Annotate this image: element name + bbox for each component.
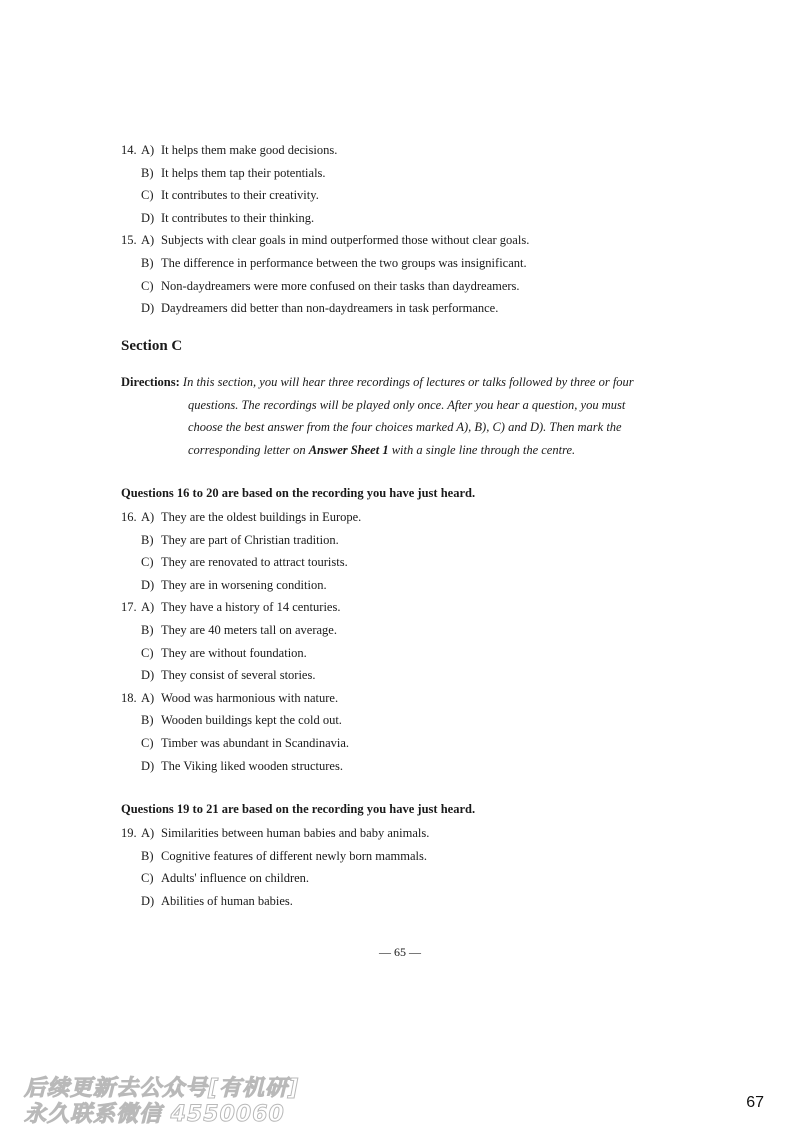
- option-letter: C): [141, 555, 154, 570]
- option-line: [121, 596, 721, 619]
- option-text: It helps them tap their potentials.: [161, 165, 326, 180]
- option-line: [121, 139, 721, 162]
- option-letter: D): [141, 577, 155, 592]
- question-group-heading: Questions 16 to 20 are based on the recording you have just heard.: [121, 486, 476, 500]
- option-line: [121, 755, 721, 778]
- option-letter: B): [141, 848, 154, 863]
- option-text: The difference in performance between the two groups was insignificant.: [161, 255, 527, 270]
- option-line: [121, 297, 721, 320]
- option-text: Timber was abundant in Scandinavia.: [161, 735, 350, 750]
- option-text: It contributes to their thinking.: [161, 210, 315, 225]
- option-line: [121, 709, 721, 732]
- option-line: [121, 551, 721, 574]
- option-line: [121, 845, 721, 868]
- option-line: [121, 619, 721, 642]
- option-letter: C): [141, 188, 154, 203]
- directions-line: questions. The recordings will be played only once. After you hear a question, you must: [188, 397, 626, 412]
- option-text: They are without foundation.: [161, 645, 307, 660]
- option-line: [121, 506, 721, 529]
- option-letter: B): [141, 713, 154, 728]
- section-title: Section C: [121, 338, 183, 354]
- option-letter: B): [141, 532, 154, 547]
- directions-text: with a single line through the centre.: [388, 442, 576, 457]
- directions-line: [121, 371, 681, 394]
- option-text: Adults' influence on children.: [161, 871, 310, 886]
- question-group-heading: Questions 19 to 21 are based on the recording you have just heard.: [121, 802, 476, 816]
- questions-19: [121, 822, 721, 912]
- corner-page-number: 67: [746, 1094, 764, 1111]
- option-text: They are renovated to attract tourists.: [161, 555, 348, 570]
- question-number: 15.: [121, 233, 137, 248]
- option-line: [121, 664, 721, 687]
- option-line: [121, 822, 721, 845]
- option-letter: A): [141, 233, 155, 248]
- option-text: The Viking liked wooden structures.: [161, 758, 343, 773]
- option-text: Abilities of human babies.: [161, 893, 293, 908]
- option-letter: C): [141, 871, 154, 886]
- option-line: [121, 642, 721, 665]
- question-number: 18.: [121, 690, 137, 705]
- option-text: They consist of several stories.: [161, 668, 316, 683]
- option-letter: D): [141, 301, 155, 316]
- option-letter: D): [141, 758, 155, 773]
- watermark-line: 后续更新去公众号[有机研]: [24, 1076, 300, 1101]
- option-letter: B): [141, 255, 154, 270]
- option-text: Non-daydreamers were more confused on their tasks than daydreamers.: [161, 278, 520, 293]
- option-letter: B): [141, 622, 154, 637]
- option-text: Wood was harmonious with nature.: [161, 690, 339, 705]
- option-line: [121, 207, 721, 230]
- option-letter: C): [141, 278, 154, 293]
- question-number: 17.: [121, 600, 137, 615]
- answer-sheet-label: Answer Sheet 1: [308, 442, 389, 457]
- option-letter: D): [141, 210, 155, 225]
- option-line: [121, 184, 721, 207]
- option-text: They are 40 meters tall on average.: [161, 622, 337, 637]
- questions-14-15: [121, 139, 721, 320]
- option-text: Cognitive features of different newly born mammals.: [161, 848, 428, 863]
- option-text: They are part of Christian tradition.: [161, 532, 339, 547]
- option-letter: D): [141, 893, 155, 908]
- questions-16-18: [121, 506, 721, 777]
- option-line: [121, 574, 721, 597]
- directions-line: [121, 439, 681, 462]
- page-number: — 65 —: [379, 945, 421, 959]
- option-line: [121, 162, 721, 185]
- directions: [121, 371, 681, 461]
- watermark: [24, 1076, 299, 1128]
- option-letter: A): [141, 143, 155, 157]
- question-number: 19.: [121, 826, 137, 840]
- directions-text: corresponding letter on: [188, 442, 309, 457]
- directions-label: Directions:: [121, 375, 180, 389]
- option-text: It contributes to their creativity.: [161, 188, 319, 203]
- option-text: It helps them make good decisions.: [161, 143, 338, 157]
- option-line: [121, 529, 721, 552]
- option-letter: A): [141, 826, 155, 840]
- option-text: Daydreamers did better than non-daydreamers in task performance.: [161, 301, 499, 316]
- option-text: They are in worsening condition.: [161, 577, 327, 592]
- option-letter: C): [141, 645, 154, 660]
- option-text: They are the oldest buildings in Europe.: [161, 510, 362, 524]
- watermark-line: 永久联系微信 4550060: [24, 1102, 285, 1127]
- question-number: 16.: [121, 510, 137, 524]
- option-text: They have a history of 14 centuries.: [161, 600, 341, 615]
- option-line: [121, 229, 721, 252]
- option-letter: A): [141, 510, 155, 524]
- option-text: Subjects with clear goals in mind outperformed those without clear goals.: [161, 233, 530, 248]
- option-line: [121, 252, 721, 275]
- option-letter: C): [141, 735, 154, 750]
- option-line: [121, 732, 721, 755]
- option-line: [121, 275, 721, 298]
- option-text: Wooden buildings kept the cold out.: [161, 713, 342, 728]
- option-letter: D): [141, 668, 155, 683]
- option-letter: A): [141, 690, 155, 705]
- option-line: [121, 687, 721, 710]
- option-text: Similarities between human babies and baby animals.: [161, 826, 430, 840]
- directions-text: In this section, you will hear three recordings of lectures or talks followed by three or four: [182, 375, 634, 389]
- option-line: [121, 867, 721, 890]
- option-letter: A): [141, 600, 155, 615]
- option-line: [121, 890, 721, 913]
- option-letter: B): [141, 165, 154, 180]
- directions-line: choose the best answer from the four choices marked A), B), C) and D). Then mark the: [188, 420, 622, 435]
- question-number: 14.: [121, 143, 137, 157]
